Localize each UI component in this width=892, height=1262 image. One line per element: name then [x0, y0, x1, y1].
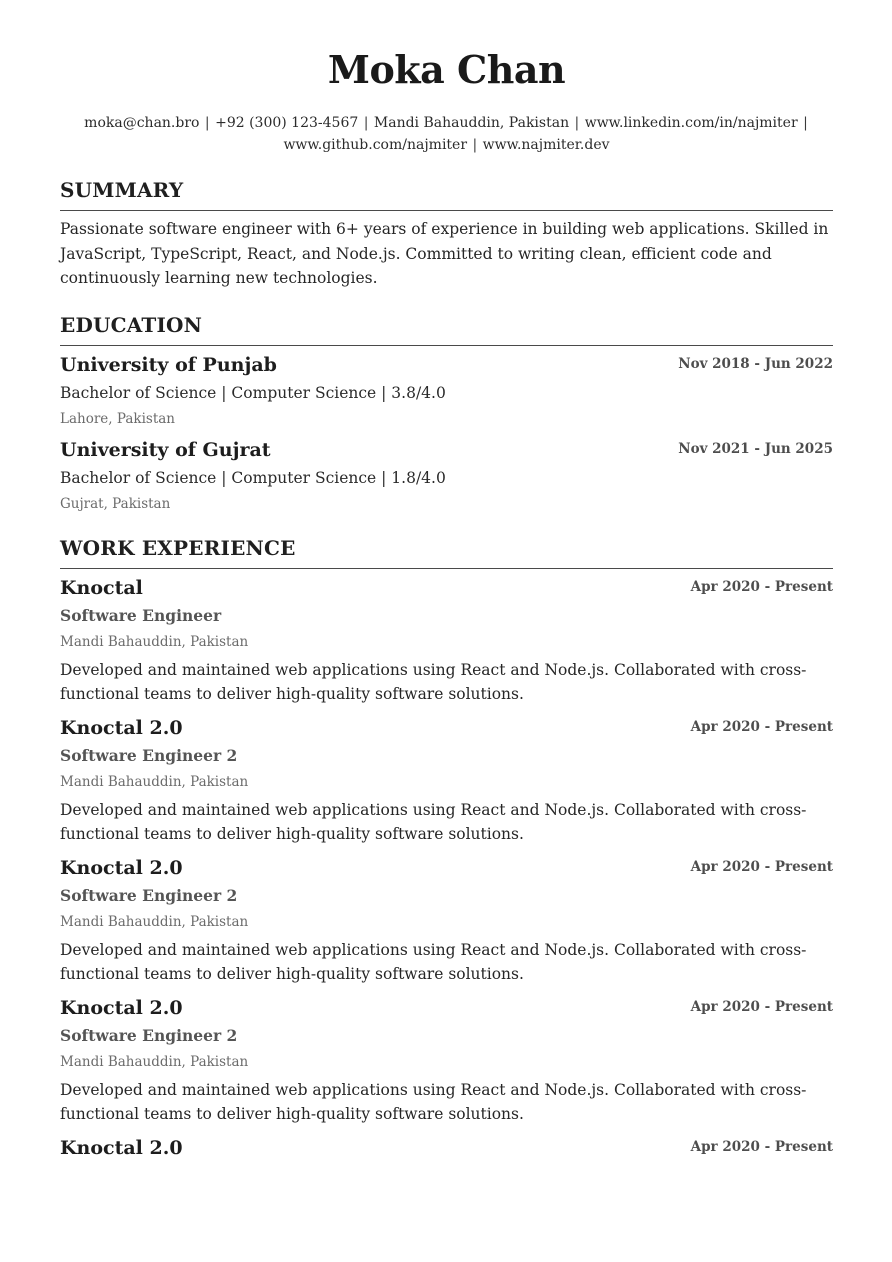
institution-name: University of Gujrat — [60, 438, 271, 461]
work-entry — [60, 995, 833, 1127]
work-experience-heading: WORK EXPERIENCE — [60, 536, 833, 569]
entry-header — [60, 575, 833, 601]
separator: | — [803, 115, 808, 131]
entry-location: Mandi Bahauddin, Pakistan — [60, 633, 249, 650]
contact-line — [60, 112, 833, 156]
entry-dates: Apr 2020 - Present — [690, 578, 833, 595]
degree-info: Bachelor of Science | Computer Science | 3.8/4.0 — [60, 383, 446, 402]
entry-location: Mandi Bahauddin, Pakistan — [60, 773, 249, 790]
institution-name: University of Punjab — [60, 353, 277, 376]
work-entry — [60, 575, 833, 707]
company-name: Knoctal — [60, 576, 143, 599]
entry-header — [60, 715, 833, 741]
contact-phone: +92 (300) 123-4567 — [215, 115, 359, 131]
entry-header — [60, 855, 833, 881]
work-entry — [60, 715, 833, 847]
education-heading: EDUCATION — [60, 313, 833, 346]
job-description: Developed and maintained web applications using React and Node.js. Collaborated with cross-functional teams to deliver high-quality software solutions. — [60, 660, 807, 703]
summary-text: Passionate software engineer with 6+ years of experience in building web applications. Skilled in JavaScript, TypeScript, React, and Node.js. Committed to writing clean, efficient code and continuously learning new technologies. — [60, 220, 829, 287]
contact-email[interactable]: moka@chan.bro — [84, 115, 200, 131]
entry-location: Mandi Bahauddin, Pakistan — [60, 913, 249, 930]
entry-dates: Apr 2020 - Present — [690, 1138, 833, 1155]
company-name: Knoctal 2.0 — [60, 996, 183, 1019]
summary-heading: SUMMARY — [60, 178, 833, 211]
company-name: Knoctal 2.0 — [60, 856, 183, 879]
contact-website-link[interactable]: www.najmiter.dev — [482, 137, 610, 153]
candidate-name: Moka Chan — [327, 47, 566, 92]
entry-dates: Apr 2020 - Present — [690, 858, 833, 875]
entry-dates: Nov 2018 - Jun 2022 — [678, 355, 833, 372]
contact-linkedin-link[interactable]: www.linkedin.com/in/najmiter — [584, 115, 798, 131]
entry-dates: Apr 2020 - Present — [690, 998, 833, 1015]
entry-header — [60, 1135, 833, 1161]
contact-location: Mandi Bahauddin, Pakistan — [373, 115, 570, 131]
job-description: Developed and maintained web applications using React and Node.js. Collaborated with cross-functional teams to deliver high-quality software solutions. — [60, 1080, 807, 1123]
separator: | — [204, 115, 210, 131]
separator: | — [574, 115, 580, 131]
entry-header — [60, 437, 833, 463]
work-entry — [60, 1135, 833, 1161]
work-experience-section — [60, 536, 833, 1161]
education-entry — [60, 352, 833, 429]
job-role: Software Engineer 2 — [60, 885, 238, 905]
job-role: Software Engineer 2 — [60, 745, 238, 765]
resume-page — [60, 0, 833, 1161]
summary-section — [60, 178, 833, 291]
company-name: Knoctal 2.0 — [60, 716, 183, 739]
company-name: Knoctal 2.0 — [60, 1136, 183, 1159]
contact-github-link[interactable]: www.github.com/najmiter — [283, 137, 468, 153]
entry-dates: Apr 2020 - Present — [690, 718, 833, 735]
education-entry — [60, 437, 833, 514]
entry-header — [60, 995, 833, 1021]
job-description: Developed and maintained web applications using React and Node.js. Collaborated with cross-functional teams to deliver high-quality software solutions. — [60, 940, 807, 983]
work-entry — [60, 855, 833, 987]
entry-header — [60, 352, 833, 378]
education-section — [60, 313, 833, 514]
entry-location: Mandi Bahauddin, Pakistan — [60, 1053, 249, 1070]
entry-location: Lahore, Pakistan — [60, 410, 175, 427]
degree-info: Bachelor of Science | Computer Science | 1.8/4.0 — [60, 468, 446, 487]
entry-dates: Nov 2021 - Jun 2025 — [678, 440, 833, 457]
job-description: Developed and maintained web applications using React and Node.js. Collaborated with cross-functional teams to deliver high-quality software solutions. — [60, 800, 807, 843]
job-role: Software Engineer 2 — [60, 1025, 238, 1045]
job-role: Software Engineer — [60, 605, 222, 625]
separator: | — [363, 115, 369, 131]
entry-location: Gujrat, Pakistan — [60, 495, 171, 512]
separator: | — [472, 137, 478, 153]
